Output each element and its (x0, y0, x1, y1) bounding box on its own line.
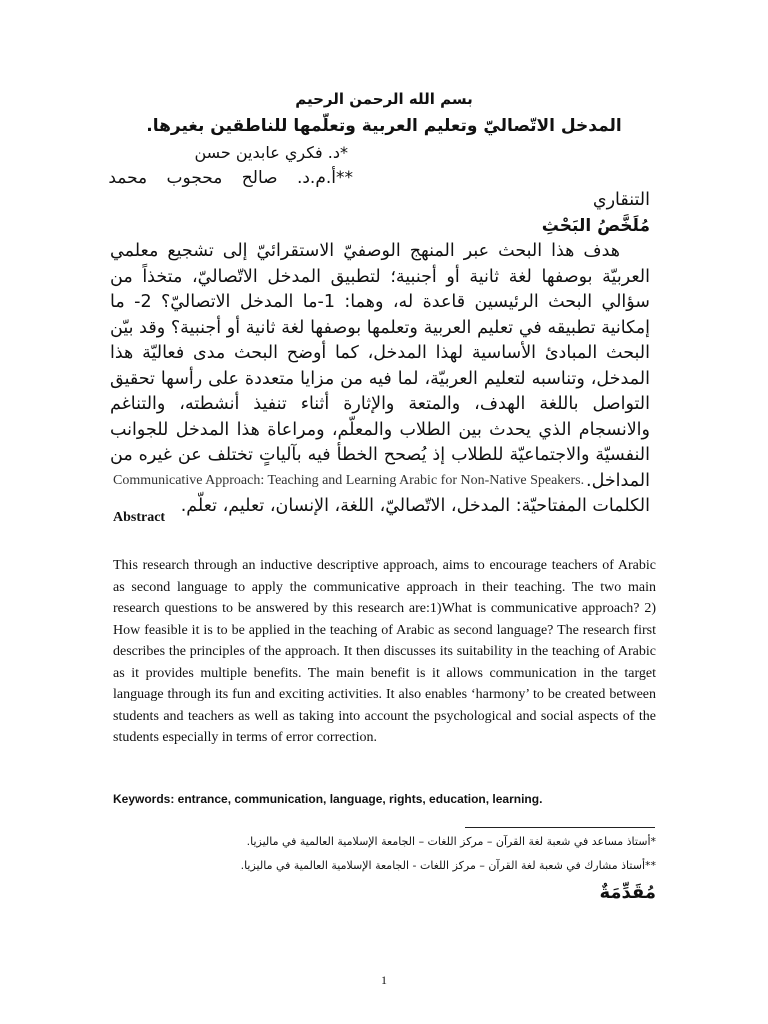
arabic-abstract (110, 188, 650, 520)
arabic-keywords: الكلمات المفتاحيّة: المدخل، الاتّصاليّ، اللغة، الإنسان، تعليم، تعلّم. (180, 496, 650, 516)
arabic-title: المدخل الاتّصاليّ وتعليم العربية وتعلّمها للناطقين بغيرها. (146, 116, 622, 136)
page-number: 1 (381, 973, 387, 987)
arabic-abstract-heading: مُلَخَّصُ البَحْثِ (541, 215, 650, 236)
author-2-surname: التنقاري (592, 190, 650, 210)
section-heading: مُقَدِّمَةٌ (599, 882, 656, 903)
english-abstract-body: This research through an inductive descriptive approach, aims to encourage teachers of Arabic as second language to apply the communicative approach in their teaching. The two main research questions to be answered by this research are:1)What is communicative approach? 2) How feasible it is to be applied in the teaching of Arabic as second language? The research first describes the principles of the approach. It then discusses its suitability in the teaching of Arabic as it provides multiple benefits. The main benefit is it allows communication in the target language through its fun and exciting activities. It also enables ‘harmony’ to be created between students and teachers as well as taking into account the psychological and social aspects of the students especially in terms of error correction. (113, 558, 656, 745)
footnote-1: *أستاذ مساعد في شعبة لغة القرآن – مركز اللغات – الجامعة الإسلامية العالمية في ماليزيا. (246, 835, 656, 848)
abstract-heading: Abstract (113, 510, 166, 525)
author-1: *د. فكري عابدين حسن (194, 143, 348, 162)
author-2: **أ.م.د. صالح محجوب محمد (108, 168, 353, 188)
english-title: Communicative Approach: Teaching and Learning Arabic for Non-Native Speakers. (113, 473, 585, 488)
footnote-separator (465, 827, 655, 828)
basmala: بسم الله الرحمن الرحيم (295, 90, 473, 108)
arabic-abstract-body: هدف هذا البحث عبر المنهج الوصفيّ الاستقرائيّ إلى تشجيع معلمي العربيّة بوصفها لغة ثانية أو أجنبية؛ لتطبيق المدخل الاتّصاليّ، متخذاً من سؤالي البحث الرئيسين قاعدة له، وهما: 1-ما المدخل الاتصاليّ؟ 2- ما إمكانية تطبيقه في تعليم العربية وتعلمها بوصفها لغة ثانية أو أجنبية؟ وقد بيّن البحث المبادئ الأساسية لهذا المدخل، كما أوضح البحث مدى فعاليّة هذا المدخل، وتناسبه لتعليم العربيّة، لما فيه من مزايا متعددة على رأسها تحقيق التواصل باللغة الهدف، والمتعة والإثارة أثناء تنفيذ أنشطته، والتناغم والانسجام الذي يحدث بين الطلاب والمعلّم، ومراعاة هذا المدخل للجوانب النفسيّة والاجتماعيّة للطلاب إذ يُصحح الخطأ فيه بآلياتٍ تختلف عن غيره من المداخل. (110, 241, 650, 491)
english-keywords: Keywords: entrance, communication, language, rights, education, learning. (113, 792, 543, 806)
footnote-2: **أستاذ مشارك في شعبة لغة القرآن – مركز اللغات - الجامعة الإسلامية العالمية في ماليزيا. (240, 859, 656, 872)
